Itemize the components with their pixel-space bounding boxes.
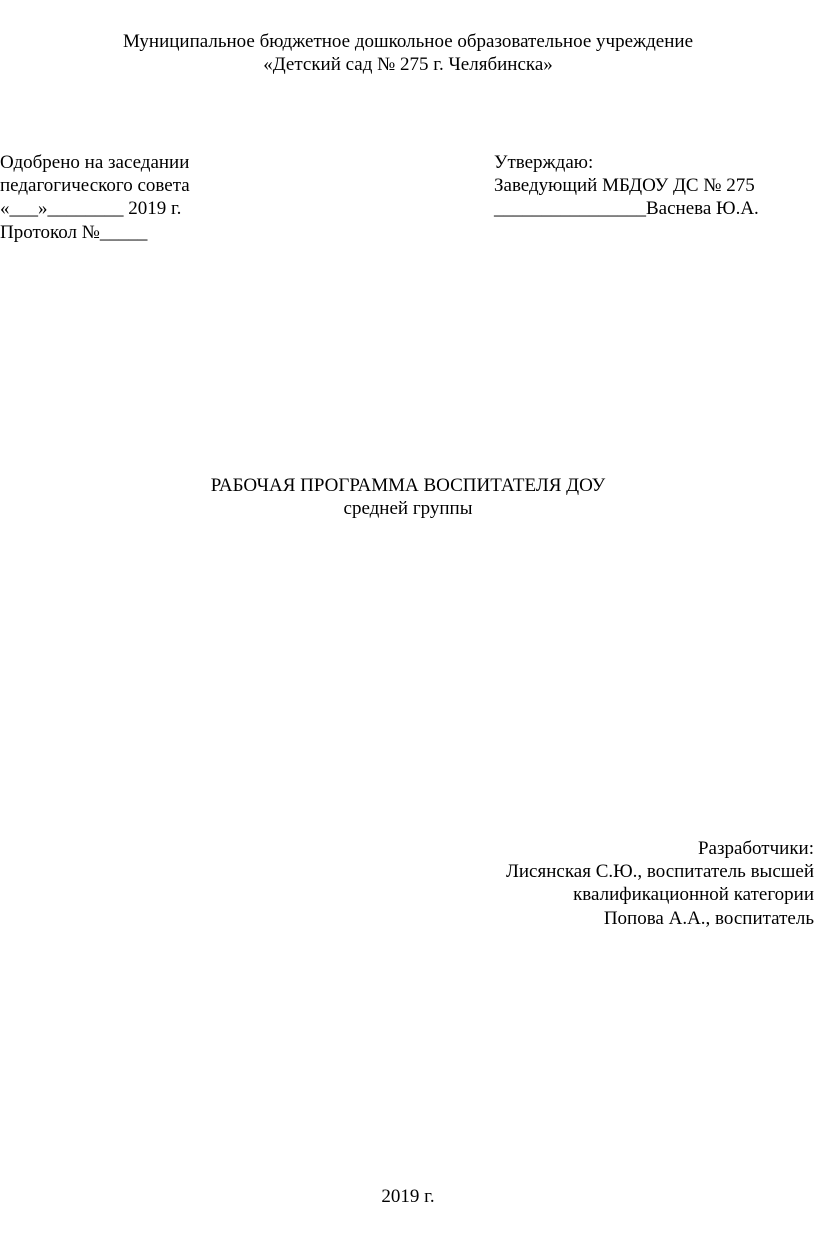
institution-subtitle: «Детский сад № 275 г. Челябинска»: [263, 54, 553, 76]
document-title-block: [0, 474, 816, 520]
institution-header: [0, 30, 816, 76]
developers-heading: Разработчики:: [697, 838, 814, 859]
approval-head-signature: ________________Васнева Ю.А.: [494, 198, 759, 220]
developer-1-line-2: квалификационной категории: [573, 884, 814, 906]
developer-1-line-1: Лисянская С.Ю., воспитатель высшей: [506, 861, 814, 883]
approval-council-date: «___»________ 2019 г.: [0, 198, 182, 220]
document-title: РАБОЧАЯ ПРОГРАММА ВОСПИТАТЕЛЯ ДОУ: [210, 475, 606, 496]
institution-name: Муниципальное бюджетное дошкольное образовательное учреждение: [123, 31, 693, 52]
approval-council-block: [0, 151, 420, 244]
approval-council-line-2: педагогического совета: [0, 175, 190, 197]
document-subtitle: средней группы: [343, 498, 473, 520]
approval-head-line-1: Утверждаю:: [494, 152, 594, 173]
footer-year: 2019 г.: [381, 1186, 435, 1207]
developer-2: Попова А.А., воспитатель: [603, 907, 814, 929]
approval-head-position: Заведующий МБДОУ ДС № 275: [494, 175, 755, 197]
developers-block: [314, 837, 814, 930]
approval-head-block: [494, 151, 816, 221]
approval-council-protocol: Протокол №_____: [0, 221, 148, 243]
approval-council-line-1: Одобрено на заседании: [0, 152, 190, 173]
